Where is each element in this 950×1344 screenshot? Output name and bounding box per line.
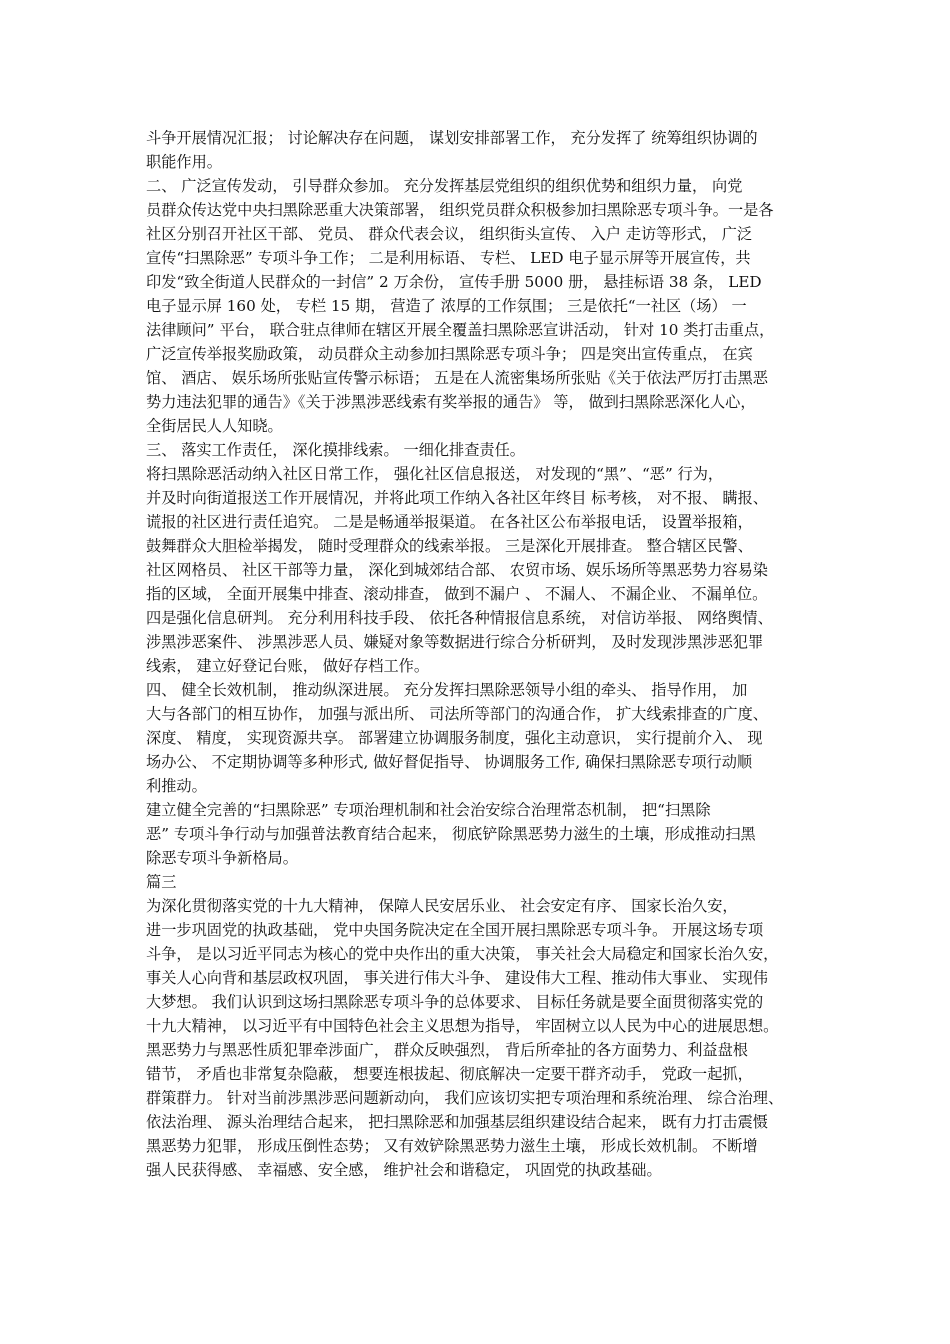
text-line: 事关人心向背和基层政权巩固， 事关进行伟大斗争、 建设伟大工程、推动伟大事业、 实现伟 [146, 969, 768, 987]
document-body [146, 126, 826, 1182]
text-line: 三、 落实工作责任， 深化摸排线索。 一细化排查责任。 [146, 441, 525, 459]
text-line: 十九大精神， 以习近平有中国特色社会主义思想为指导， 牢固树立以人民为中心的进展思想。 [146, 1017, 779, 1035]
text-line: 法律顾问” 平台， 联合驻点律师在辖区开展全覆盖扫黑除恶宣讲活动， 针对 10 类打击重点， [146, 321, 775, 339]
text-line: 职能作用。 [146, 153, 222, 171]
text-line: 四是强化信息研判。 充分利用科技手段、 依托各种情报信息系统， 对信访举报、 网络舆情、 [146, 609, 773, 627]
text-line: 并及时向街道报送工作开展情况，并将此项工作纳入各社区年终目 标考核， 对不报、 瞒报、 [146, 489, 768, 507]
text-line: 四、 健全长效机制， 推动纵深进展。 充分发挥扫黑除恶领导小组的牵头、 指导作用， 加 [146, 681, 748, 699]
text-line: 黑恶势力与黑恶性质犯罪牵涉面广， 群众反映强烈， 背后所牵扯的各方面势力、利益盘根 [146, 1041, 748, 1059]
text-line: 将扫黑除恶活动纳入社区日常工作， 强化社区信息报送， 对发现的“黑”、“恶” 行为， [146, 465, 724, 483]
text-line: 依法治理、 源头治理结合起来， 把扫黑除恶和加强基层组织建设结合起来， 既有力打击震慑 [146, 1113, 768, 1131]
text-line: 谎报的社区进行责任追究。 二是是畅通举报渠道。 在各社区公布举报电话， 设置举报箱， [146, 513, 753, 531]
text-line: 建立健全完善的“扫黑除恶” 专项治理机制和社会治安综合治理常态机制， 把“扫黑除 [146, 801, 711, 819]
text-line: 电子显示屏 160 处， 专栏 15 期， 营造了 浓厚的工作氛围； 三是依托“一社区（场） 一 [146, 297, 747, 315]
section-heading: 篇三 [146, 873, 177, 891]
text-line: 宣传“扫黑除恶” 专项斗争工作； 二是利用标语、 专栏、 LED 电子显示屏等开展宣传，共 [146, 249, 751, 267]
text-line: 错节， 矛盾也非常复杂隐蔽， 想要连根拔起、彻底解决一定要干群齐动手， 党政一起抓， [146, 1065, 753, 1083]
text-line: 恶” 专项斗争行动与加强普法教育结合起来， 彻底铲除黑恶势力滋生的土壤，形成推动扫黑 [146, 825, 756, 843]
text-line: 强人民获得感、 幸福感、安全感， 维护社会和谐稳定， 巩固党的执政基础。 [146, 1161, 662, 1179]
text-line: 深度、 精度， 实现资源共享。 部署建立协调服务制度，强化主动意识， 实行提前介入、 现 [146, 729, 763, 747]
text-line: 社区分别召开社区干部、 党员、 群众代表会议， 组织街头宣传、 入户 走访等形式， 广泛 [146, 225, 753, 243]
text-line: 涉黑涉恶案件、 涉黑涉恶人员、嫌疑对象等数据进行综合分析研判， 及时发现涉黑涉恶犯罪 [146, 633, 764, 651]
text-line: 全街居民人人知晓。 [146, 417, 283, 435]
text-line: 馆、 酒店、 娱乐场所张贴宣传警示标语； 五是在人流密集场所张贴《关于依法严厉打击黑恶 [146, 369, 768, 387]
text-line: 除恶专项斗争新格局。 [146, 849, 298, 867]
text-line: 鼓舞群众大胆检举揭发， 随时受理群众的线索举报。 三是深化开展排查。 整合辖区民警、 [146, 537, 753, 555]
text-line: 场办公、 不定期协调等多种形式, 做好督促指导、 协调服务工作, 确保扫黑除恶专项行动顺 [146, 753, 753, 771]
text-line: 线索， 建立好登记台账， 做好存档工作。 [146, 657, 430, 675]
text-line: 势力违法犯罪的通告》《关于涉黑涉恶线索有奖举报的通告》 等， 做到扫黑除恶深化人心， [146, 393, 756, 411]
text-line: 广泛宣传举报奖励政策， 动员群众主动参加扫黑除恶专项斗争； 四是突出宣传重点， 在宾 [146, 345, 753, 363]
text-line: 社区网格员、 社区干部等力量， 深化到城郊结合部、 农贸市场、娱乐场所等黑恶势力容易染 [146, 561, 768, 579]
text-line: 群策群力。 针对当前涉黑涉恶问题新动向， 我们应该切实把专项治理和系统治理、 综合治理、 [146, 1089, 784, 1107]
text-line: 利推动。 [146, 777, 207, 795]
text-line: 指的区域， 全面开展集中排查、滚动排查， 做到不漏户 、 不漏人、 不漏企业、 不漏单位。 [146, 585, 768, 603]
text-line: 斗争， 是以习近平同志为核心的党中央作出的重大决策， 事关社会大局稳定和国家长治久安， [146, 945, 779, 963]
text-line: 印发“致全街道人民群众的一封信” 2 万余份， 宣传手册 5000 册， 悬挂标语 38 条， LED [146, 273, 762, 291]
text-line: 黑恶势力犯罪， 形成压倒性态势； 又有效铲除黑恶势力滋生土壤， 形成长效机制。 不断增 [146, 1137, 758, 1155]
text-line: 大与各部门的相互协作， 加强与派出所、 司法所等部门的沟通合作， 扩大线索排查的广度、 [146, 705, 768, 723]
text-line: 为深化贯彻落实党的十九大精神， 保障人民安居乐业、 社会安定有序、 国家长治久安， [146, 897, 738, 915]
text-line: 大梦想。 我们认识到这场扫黑除恶专项斗争的总体要求、 目标任务就是要全面贯彻落实党的 [146, 993, 764, 1011]
text-line: 斗争开展情况汇报； 讨论解决存在问题， 谋划安排部署工作， 充分发挥了 统筹组织协调的 [146, 129, 758, 147]
text-line: 员群众传达党中央扫黑除恶重大决策部署， 组织党员群众积极参加扫黑除恶专项斗争。一是各 [146, 201, 774, 219]
text-line: 进一步巩固党的执政基础， 党中央国务院决定在全国开展扫黑除恶专项斗争。 开展这场专项 [146, 921, 764, 939]
text-line: 二、 广泛宣传发动， 引导群众参加。 充分发挥基层党组织的组织优势和组织力量， 向党 [146, 177, 743, 195]
